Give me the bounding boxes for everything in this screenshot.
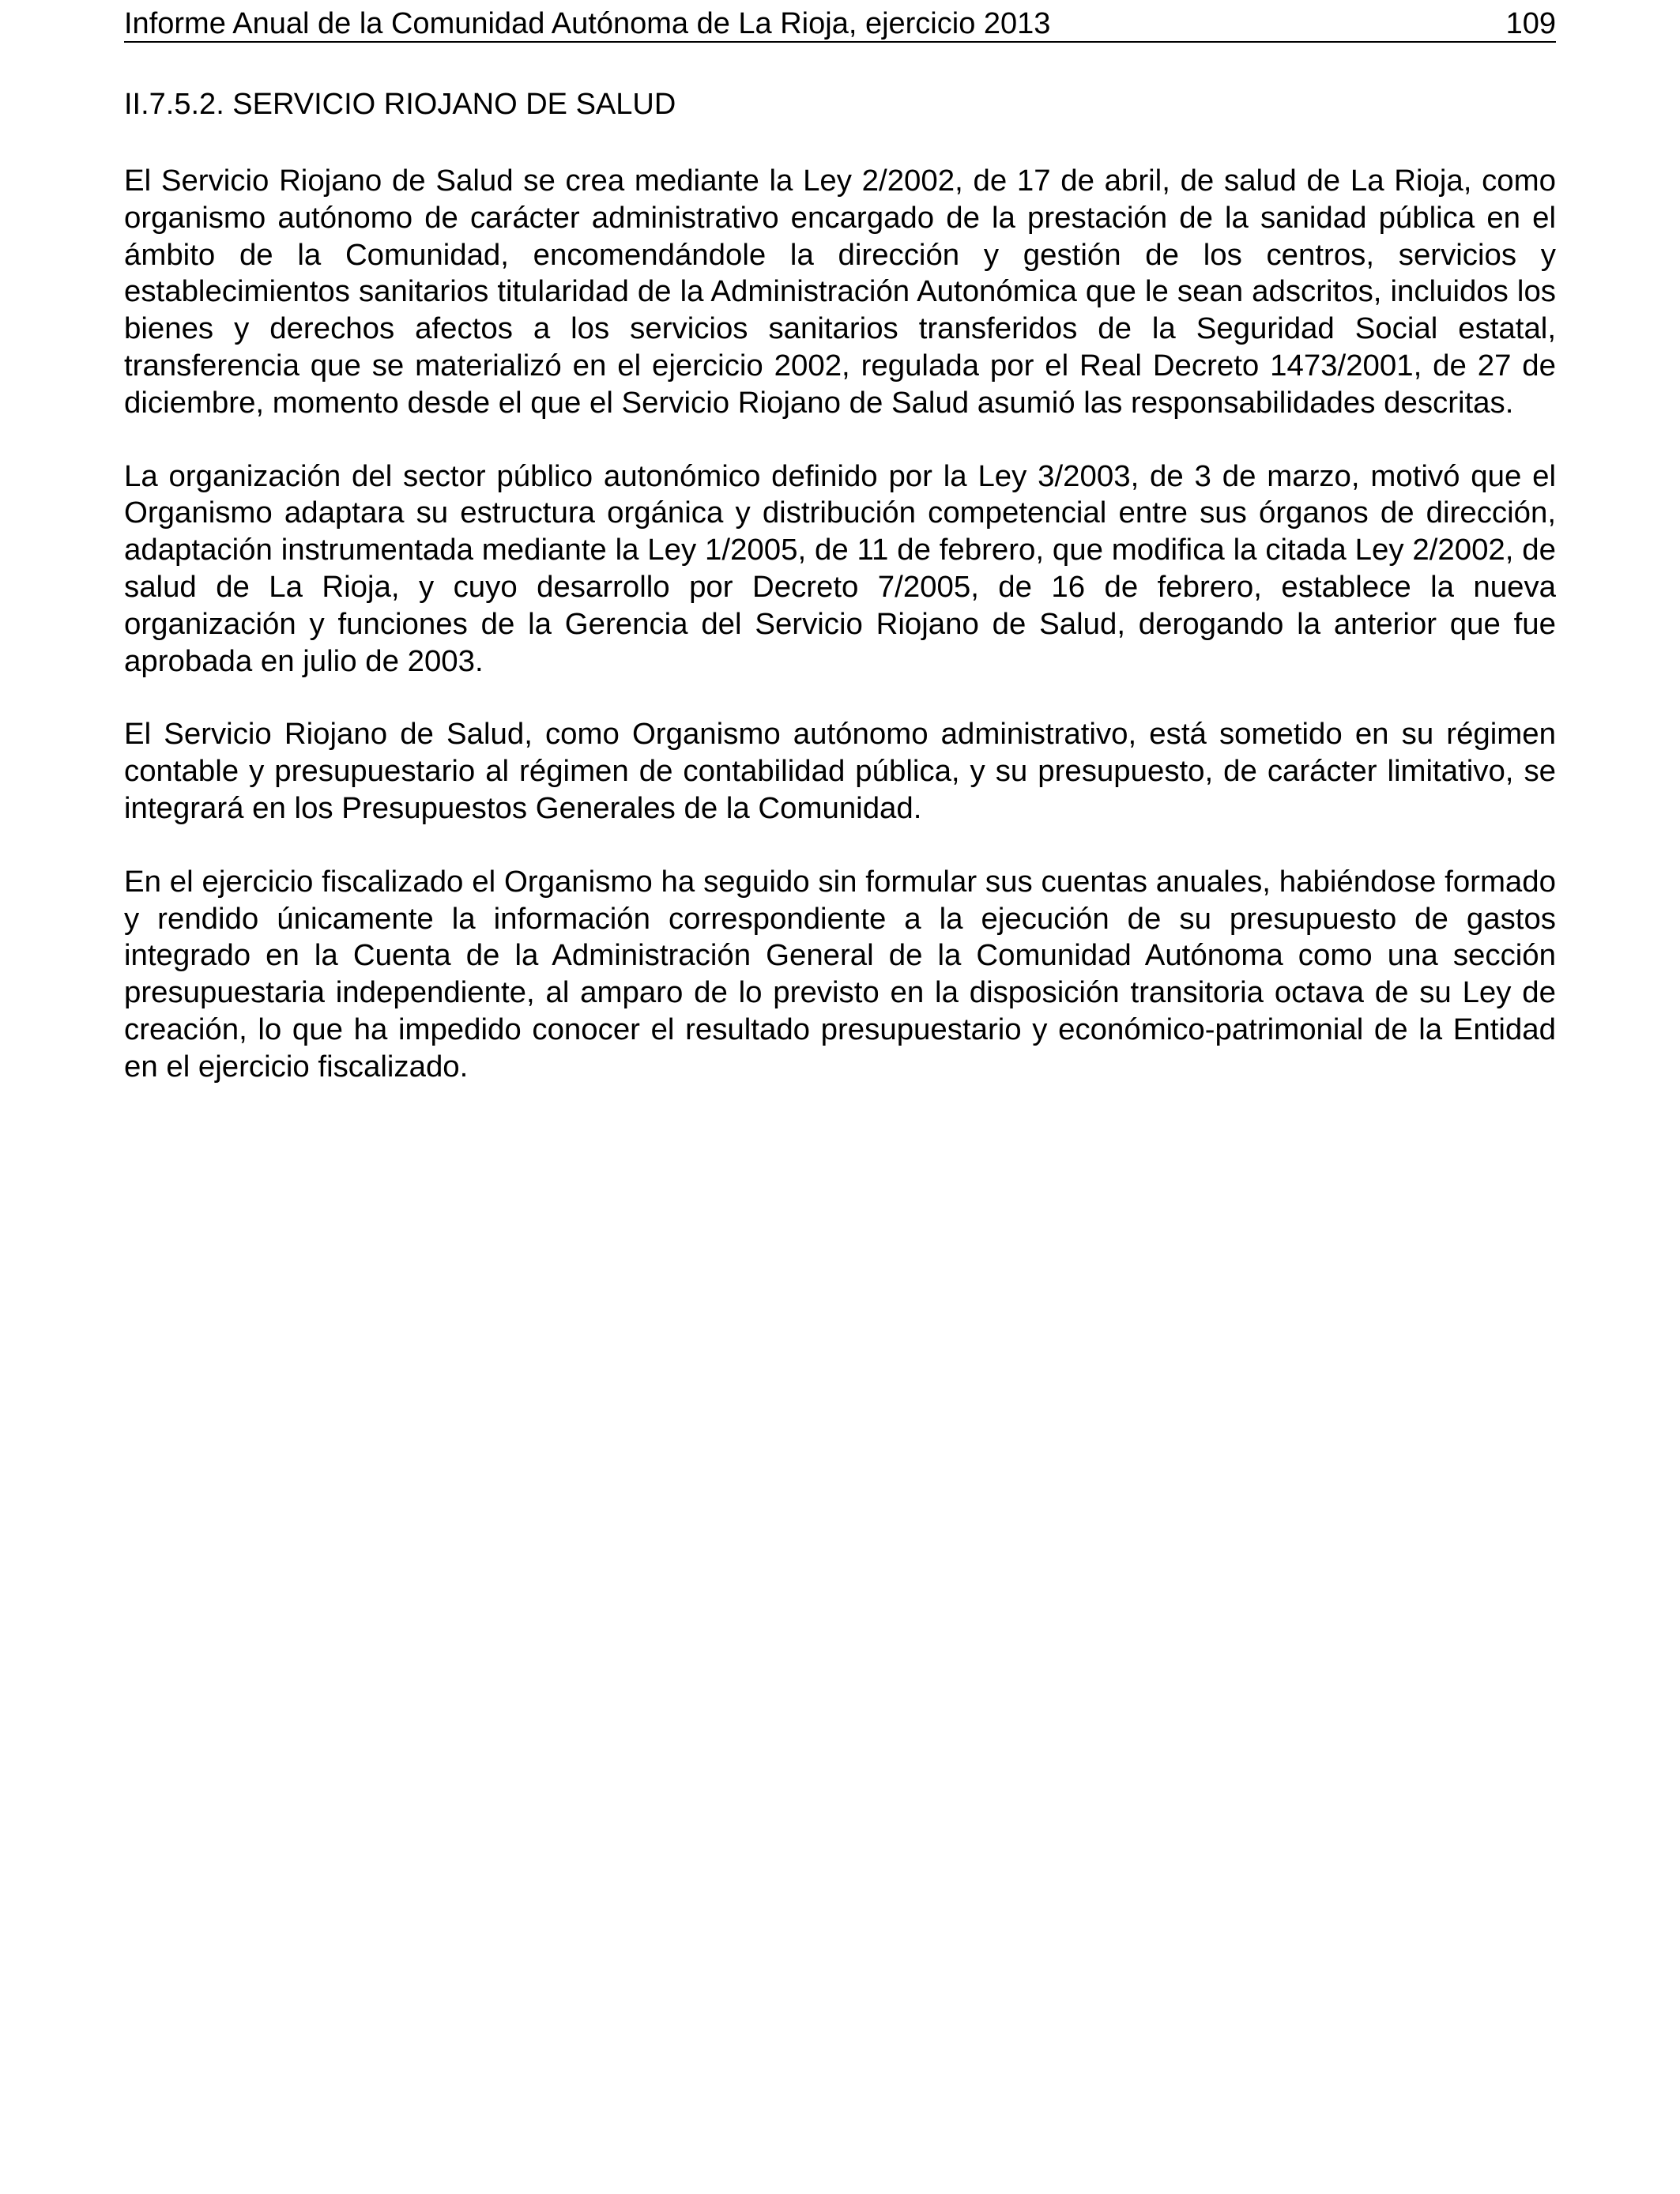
- body-content: [124, 163, 1556, 1086]
- header-title: Informe Anual de la Comunidad Autónoma de La Rioja, ejercicio 2013: [124, 7, 1051, 40]
- section-heading: II.7.5.2. SERVICIO RIOJANO DE SALUD: [124, 88, 676, 121]
- page-header: [124, 5, 1556, 43]
- paragraph: En el ejercicio fiscalizado el Organismo ha seguido sin formular sus cuentas anuales, habiéndose formado y rendido únicamente la información correspondiente a la ejecución de su presupuesto de gastos integrado en la Cuenta de la Administración General de la Comunidad Autónoma como una sección presupuestaria independiente, al amparo de lo previsto en la disposición transitoria octava de su Ley de creación, lo que ha impedido conocer el resultado presupuestario y económico-patrimonial de la Entidad en el ejercicio fiscalizado.: [124, 864, 1556, 1084]
- document-page: [124, 0, 1556, 2194]
- paragraph: La organización del sector público autonómico definido por la Ley 3/2003, de 3 de marzo, motivó que el Organismo adaptara su estructura orgánica y distribución competencial entre sus órganos de dirección, adaptación instrumentada mediante la Ley 1/2005, de 11 de febrero, que modifica la citada Ley 2/2002, de salud de La Rioja, y cuyo desarrollo por Decreto 7/2005, de 16 de febrero, establece la nueva organización y funciones de la Gerencia del Servicio Riojano de Salud, derogando la anterior que fue aprobada en julio de 2003.: [124, 458, 1556, 678]
- page-number: 109: [1505, 7, 1556, 40]
- paragraph: El Servicio Riojano de Salud, como Organismo autónomo administrativo, está sometido en su régimen contable y presupuestario al régimen de contabilidad pública, y su presupuesto, de carácter limitativo, se integrará en los Presupuestos Generales de la Comunidad.: [124, 717, 1556, 825]
- paragraph: El Servicio Riojano de Salud se crea mediante la Ley 2/2002, de 17 de abril, de salud de La Rioja, como organismo autónomo de carácter administrativo encargado de la prestación de la sanidad pública en el ámbito de la Comunidad, encomendándole la dirección y gestión de los centros, servicios y establecimientos sanitarios titularidad de la Administración Autonómica que le sean adscritos, incluidos los bienes y derechos afectos a los servicios sanitarios transferidos de la Seguridad Social estatal, transferencia que se materializó en el ejercicio 2002, regulada por el Real Decreto 1473/2001, de 27 de diciembre, momento desde el que el Servicio Riojano de Salud asumió las responsabilidades descritas.: [124, 164, 1556, 420]
